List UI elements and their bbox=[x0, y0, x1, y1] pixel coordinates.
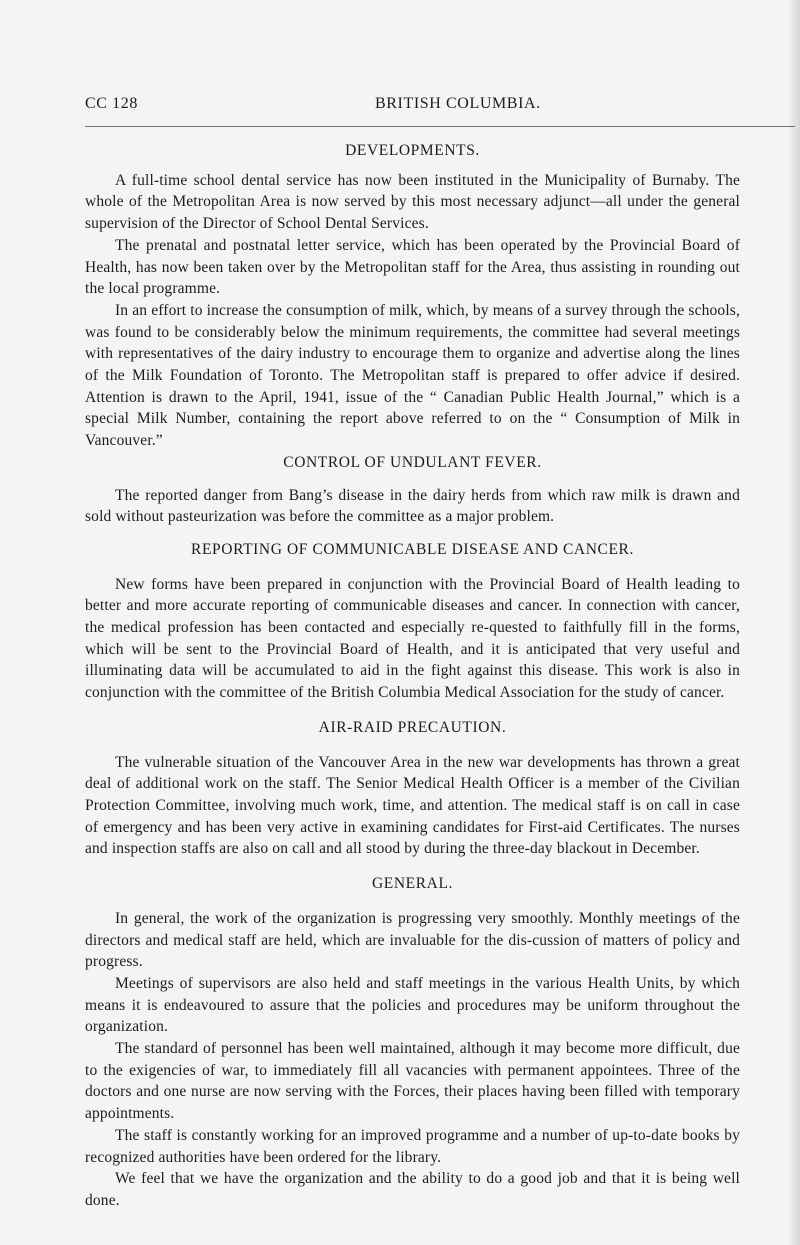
paragraph: In general, the work of the organization is progressing very smoothly. Monthly meetings of the directors and medical staff are held, which are invaluable for the dis-cussion of matters of policy and progress. bbox=[85, 909, 740, 971]
section-heading-undulant-fever: CONTROL OF UNDULANT FEVER. bbox=[283, 453, 542, 471]
page-edge-shadow bbox=[788, 0, 800, 1245]
paragraph: We feel that we have the organization and the ability to do a good job and that it is being well done. bbox=[85, 1170, 740, 1209]
paragraph: The standard of personnel has been well maintained, although it may become more difficult, due to the exigencies of war, to immediately fill all vacancies with permanent appointees. Three of the doctors and one nurse are now serving with the Forces, their places having been filled with temporary appointments. bbox=[85, 1040, 740, 1123]
section-heading-developments: DEVELOPMENTS. bbox=[345, 142, 480, 159]
header-rule bbox=[85, 126, 795, 127]
paragraph: The reported danger from Bang’s disease in the dairy herds from which raw milk is drawn and sold without pasteurization was before the committee as a major problem. bbox=[85, 486, 740, 526]
paragraph: Meetings of supervisors are also held and staff meetings in the various Health Units, by which means it is endeavoured to assure that the policies and procedures may be uniform throughout the organization. bbox=[85, 974, 740, 1036]
section-heading-reporting: REPORTING OF COMMUNICABLE DISEASE AND CANCER. bbox=[191, 540, 634, 558]
section-heading-air-raid: AIR-RAID PRECAUTION. bbox=[318, 718, 507, 736]
page-header bbox=[85, 95, 795, 117]
paragraph: The prenatal and postnatal letter service, which has been operated by the Provincial Board of Health, has now been taken over by the Metropolitan staff for the Area, thus assisting in rounding out the local programme. bbox=[85, 236, 740, 298]
paragraph: In an effort to increase the consumption of milk, which, by means of a survey through the schools, was found to be considerably below the minimum requirements, the committee had several meetings with representatives of the dairy industry to encourage them to organize and advertise along the lines of the Milk Foundation of Toronto. The Metropolitan staff is prepared to offer advice if desired. Attention is drawn to the April, 1941, issue of the “ Canadian Public Health Journal,” which is a special Milk Number, containing the report above referred to on the “ Consumption of Milk in Vancouver.” bbox=[85, 301, 740, 450]
paragraph: The staff is constantly working for an improved programme and a number of up-to-date books by recognized authorities have been ordered for the library. bbox=[85, 1126, 740, 1166]
paragraph: The vulnerable situation of the Vancouver Area in the new war developments has thrown a great deal of additional work on the staff. The Senior Medical Health Officer is a member of the Civilian Protection Committee, involving much work, time, and attention. The medical staff is on call in case of emergency and has been very active in examining candidates for First-aid Certificates. The nurses and inspection staffs are also on call and all stood by during the three-day blackout in December. bbox=[85, 753, 740, 858]
page-number: CC 128 bbox=[85, 95, 138, 112]
running-title: BRITISH COLUMBIA. bbox=[375, 95, 541, 112]
page-body bbox=[85, 140, 740, 1212]
section-heading-general: GENERAL. bbox=[372, 875, 453, 893]
paragraph: New forms have been prepared in conjunction with the Provincial Board of Health leading to better and more accurate reporting of communicable diseases and cancer. In connection with cancer, the medical profession has been contacted and especially re-quested to faithfully fill in the forms, which will be sent to the Provincial Board of Health, and it is anticipated that very useful and illuminating data will be accumulated to aid in the fight against this disease. This work is also in conjunction with the committee of the British Columbia Medical Association for the study of cancer. bbox=[85, 575, 740, 702]
paragraph: A full-time school dental service has now been instituted in the Municipality of Burnaby. The whole of the Metropolitan Area is now served by this most necessary adjunct—all under the general supervision of the Director of School Dental Services. bbox=[85, 171, 740, 233]
